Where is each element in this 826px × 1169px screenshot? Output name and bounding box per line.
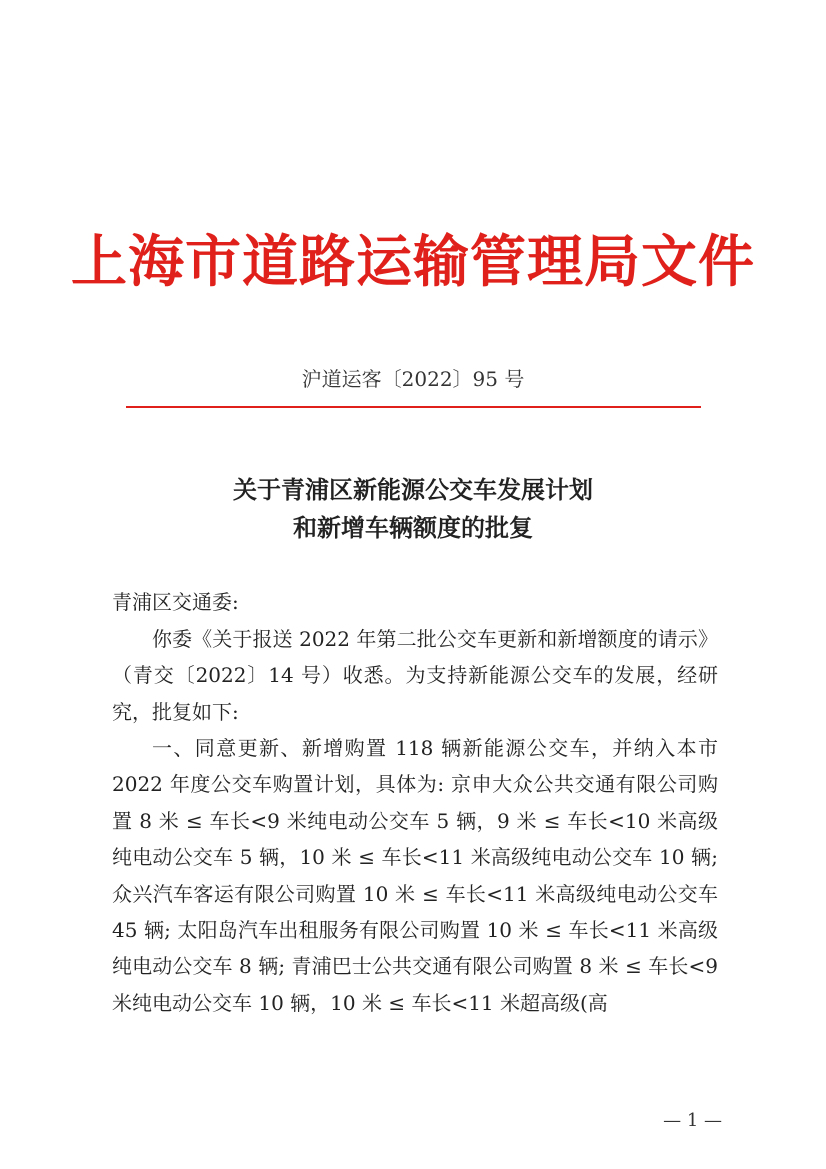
issuer-title: 上海市道路运输管理局文件 [71, 229, 755, 295]
document-title-line-2: 和新增车辆额度的批复 [293, 514, 533, 542]
document-title-line-1: 关于青浦区新能源公交车发展计划 [233, 476, 593, 504]
addressee: 青浦区交通委: [112, 590, 239, 614]
page-number: — 1 — [663, 1110, 722, 1131]
header-divider [126, 406, 701, 408]
body-paragraph-2: 一、同意更新、新增购置 118 辆新能源公交车，并纳入本市 2022 年度公交车购置计划，具体为: 京申大众公共交通有限公司购置 8 米 ≤ 车长<9 米纯电动公交车 5 辆，9 米 ≤ 车长<10 米高级纯电动公交车 5 辆，10 米 ≤ 车长<11 米高级纯电动公交车 10 辆; 众兴汽车客运有限公司购置 10 米 ≤ 车长<11 米高级纯电动公交车 45 辆; 太阳岛汽车出租服务有限公司购置 10 米 ≤ 车长<11 米高级纯电动公交车 8 辆; 青浦巴士公共交通有限公司购置 8 米 ≤ 车长<9 米纯电动公交车 10 辆，10 米 ≤ 车长<11 米超高级(高 [112, 736, 718, 1015]
body-paragraph-1: 你委《关于报送 2022 年第二批公交车更新和新增额度的请示》（青交〔2022〕14 号）收悉。为支持新能源公交车的发展，经研究，批复如下: [112, 627, 718, 724]
document-number: 沪道运客〔2022〕95 号 [301, 367, 525, 391]
